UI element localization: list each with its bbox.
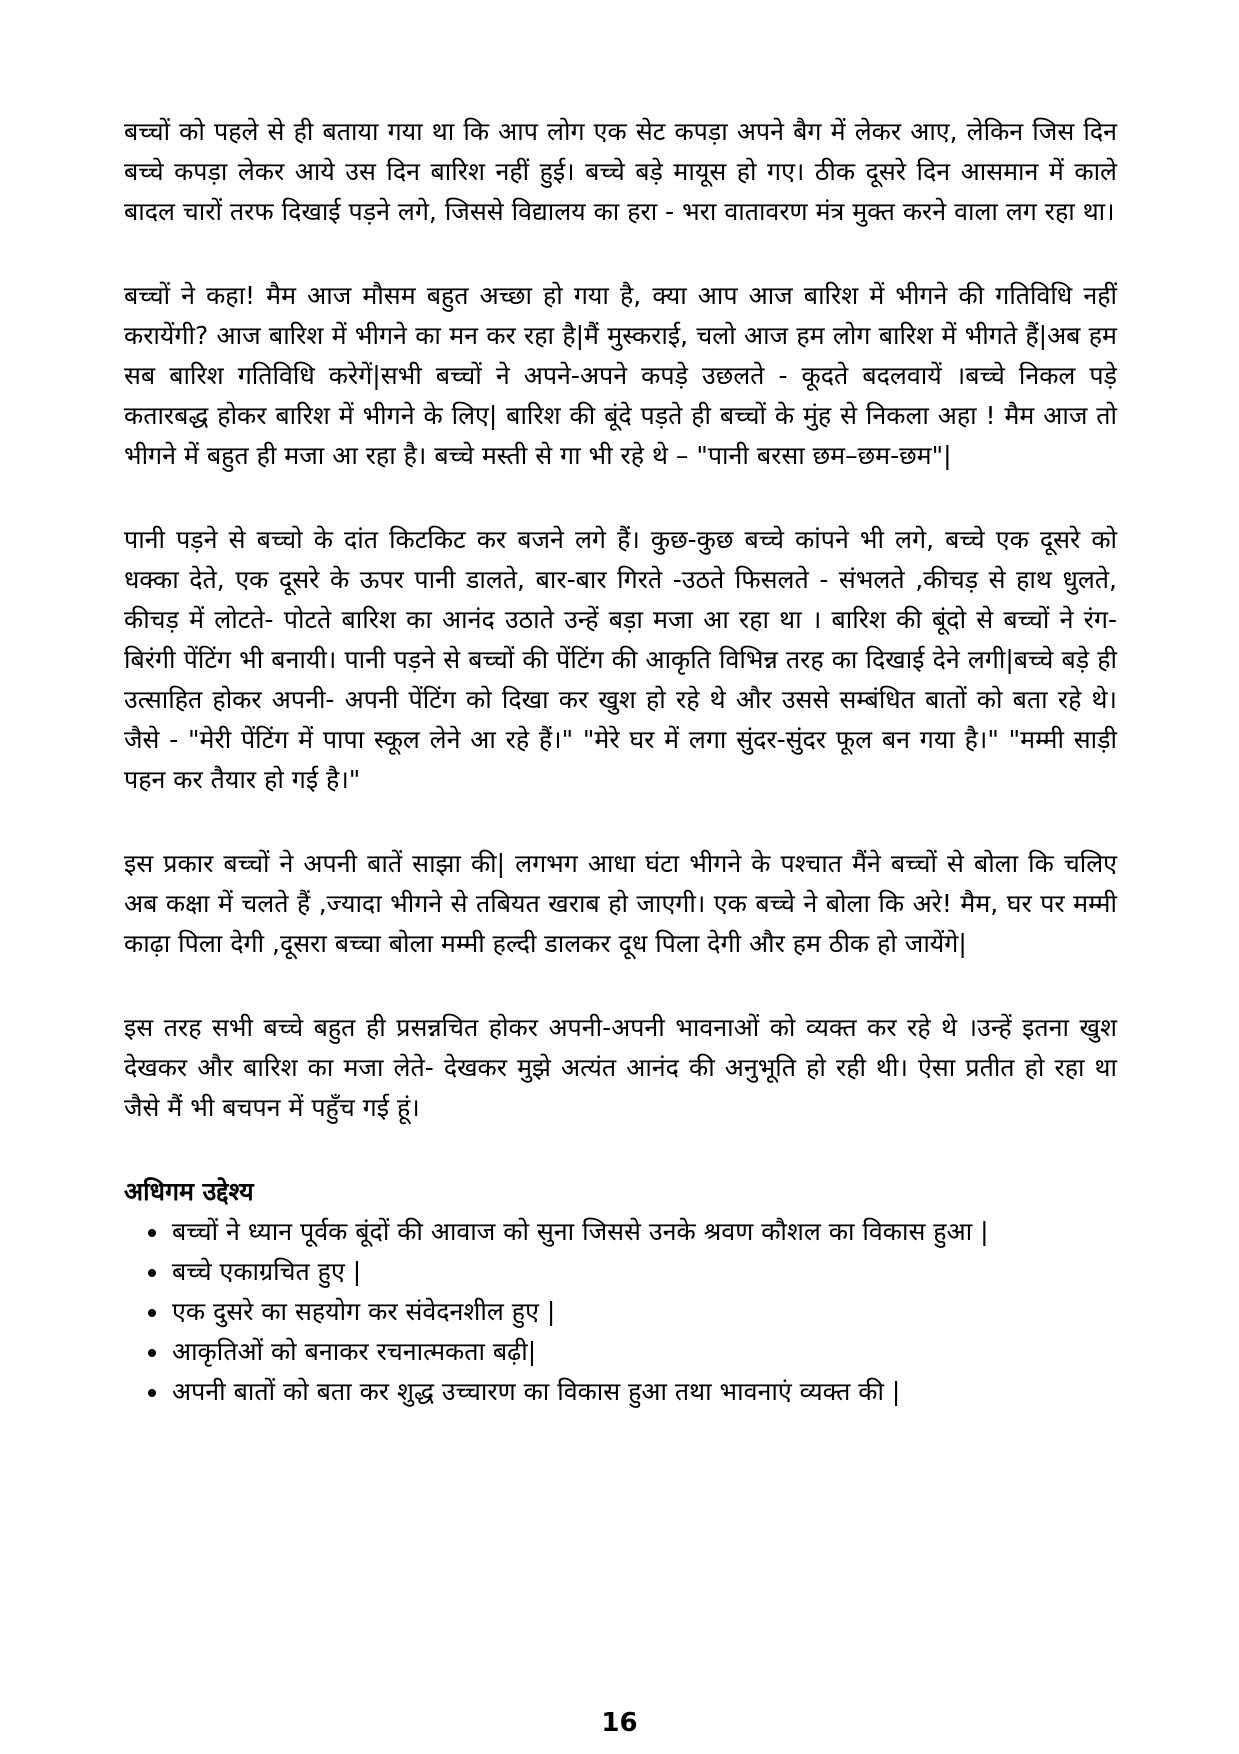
page-content: [124, 112, 1117, 1412]
list-item: [146, 1372, 1117, 1412]
list-item: [146, 1332, 1117, 1372]
list-item-text: एक दुसरे का सहयोग कर संवेदनशील हुए |: [172, 1297, 556, 1326]
list-item: [146, 1252, 1117, 1292]
list-item-text: अपनी बातों को बता कर शुद्ध उच्चारण का विकास हुआ तथा भावनाएं व्यक्त की |: [172, 1377, 901, 1406]
list-item-text: बच्चों ने ध्यान पूर्वक बूंदों की आवाज को सुना जिससे उनके श्रवण कौशल का विकास हुआ |: [172, 1217, 989, 1246]
bullet-icon: [148, 1229, 156, 1237]
bullet-icon: [148, 1269, 156, 1277]
list-item-text: आकृतिओं को बनाकर रचनात्मकता बढ़ी|: [172, 1337, 537, 1366]
page-number: 16: [601, 1708, 638, 1738]
paragraph-5: इस तरह सभी बच्चे बहुत ही प्रसन्नचित होकर अपनी-अपनी भावनाओं को व्यक्त कर रहे थे ।उन्हें इतना खुश देखकर और बारिश का मजा लेते- देखकर मुझे अत्यंत आनंद की अनुभूति हो रही थी। ऐसा प्रतीत हो रहा था जैसे मैं भी बचपन में पहुँच गई हूं।: [124, 1013, 1117, 1122]
bullet-icon: [148, 1389, 156, 1397]
paragraph-1: बच्चों को पहले से ही बताया गया था कि आप लोग एक सेट कपड़ा अपने बैग में लेकर आए, लेकिन जिस दिन बच्चे कपड़ा लेकर आये उस दिन बारिश नहीं हुई। बच्चे बड़े मायूस हो गए। ठीक दूसरे दिन आसमान में काले बादल चारों तरफ दिखाई पड़ने लगे, जिससे विद्यालय का हरा - भरा वातावरण मंत्र मुक्त करने वाला लग रहा था।: [124, 117, 1117, 226]
bullet-icon: [148, 1349, 156, 1357]
list-item-text: बच्चे एकाग्रचित हुए |: [172, 1257, 362, 1286]
paragraph-2: बच्चों ने कहा! मैम आज मौसम बहुत अच्छा हो गया है, क्या आप आज बारिश में भीगने की गतिविधि नहीं करायेंगी? आज बारिश में भीगने का मन कर रहा है|मैं मुस्कराई, चलो आज हम लोग बारिश में भीगते हैं|अब हम सब बारिश गतिविधि करेगें|सभी बच्चों ने अपने-अपने कपड़े उछलते - कूदते बदलवायें ।बच्चे निकल पड़े कतारबद्ध होकर बारिश में भीगने के लिए| बारिश की बूंदे पड़ते ही बच्चों के मुंह से निकला अहा ! मैम आज तो भीगने में बहुत ही मजा आ रहा है। बच्चे मस्ती से गा भी रहे थे – "पानी बरसा छम–छम-छम"|: [124, 281, 1117, 470]
paragraph-3: पानी पड़ने से बच्चो के दांत किटकिट कर बजने लगे हैं। कुछ-कुछ बच्चे कांपने भी लगे, बच्चे एक दूसरे को धक्का देते, एक दूसरे के ऊपर पानी डालते, बार-बार गिरते -उठते फिसलते - संभलते ,कीचड़ से हाथ धुलते, कीचड़ में लोटते- पोटते बारिश का आनंद उठाते उन्हें बड़ा मजा आ रहा था । बारिश की बूंदो से बच्चों ने रंग-बिरंगी पेंटिंग भी बनायी। पानी पड़ने से बच्चों की पेंटिंग की आकृति विभिन्न तरह का दिखाई देने लगी|बच्चे बड़े ही उत्साहित होकर अपनी- अपनी पेंटिंग को दिखा कर खुश हो रहे थे और उससे सम्बंधित बातों को बता रहे थे। जैसे - "मेरी पेंटिंग में पापा स्कूल लेने आ रहे हैं।" "मेरे घर में लगा सुंदर-सुंदर फूल बन गया है।" "मम्मी साड़ी पहन कर तैयार हो गई है।": [124, 525, 1117, 794]
paragraph-4: इस प्रकार बच्चों ने अपनी बातें साझा की| लगभग आधा घंटा भीगने के पश्चात मैंने बच्चों से बोला कि चलिए अब कक्षा में चलते हैं ,ज्यादा भीगने से तबियत खराब हो जाएगी। एक बच्चे ने बोला कि अरे! मैम, घर पर मम्मी काढ़ा पिला देगी ,दूसरा बच्चा बोला मम्मी हल्दी डालकर दूध पिला देगी और हम ठीक हो जायेंगे|: [124, 849, 1117, 958]
objectives-list: [124, 1212, 1117, 1412]
list-item: [146, 1292, 1117, 1332]
list-item: [146, 1212, 1117, 1252]
bullet-icon: [148, 1309, 156, 1317]
objectives-heading: अधिगम उद्देश्य: [124, 1177, 254, 1206]
